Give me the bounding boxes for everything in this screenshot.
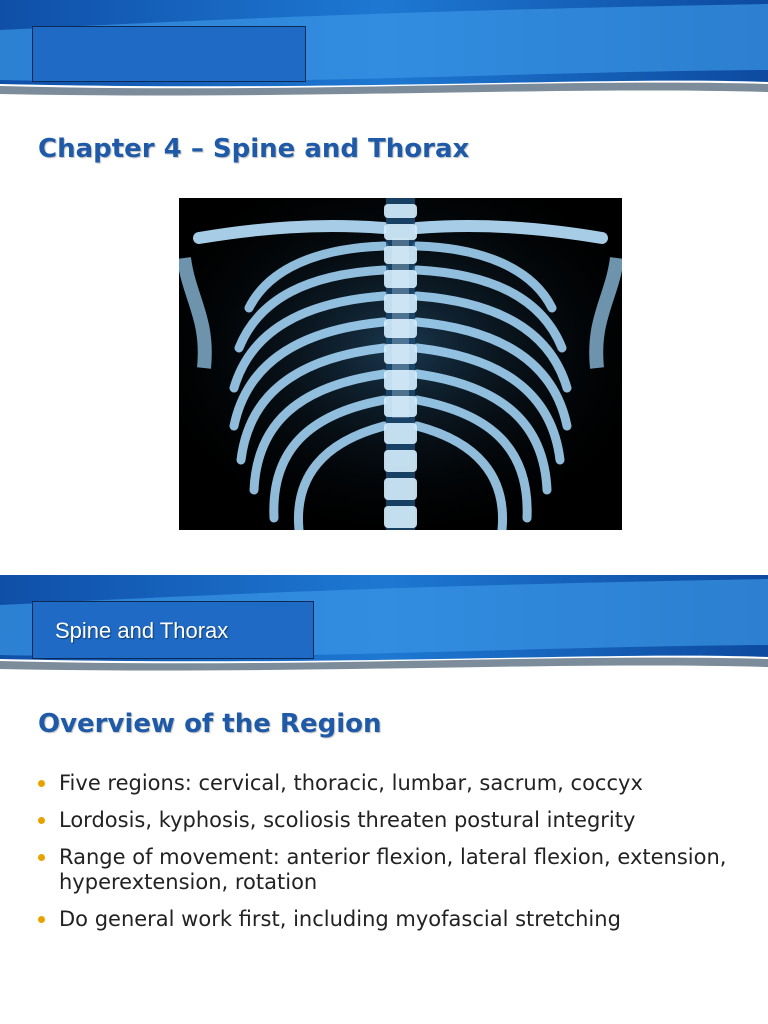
bullet-dot-icon [38,780,45,787]
banner-title-box [32,26,306,82]
list-item: Five regions: cervical, thoracic, lumbar, sacrum, coccyx [38,771,748,796]
chapter-heading: Chapter 4 – Spine and Thorax [38,134,470,164]
slide-2 [0,575,768,1024]
list-item: Do general work first, including myofascial stretching [38,907,748,932]
thorax-xray-image [179,198,622,530]
list-item: Range of movement: anterior flexion, lateral flexion, extension, hyperextension, rotation [38,845,748,895]
bullet-dot-icon [38,916,45,923]
bullet-list [38,771,748,944]
section-heading: Overview of the Region [38,709,382,739]
banner-title-box [32,601,314,659]
bullet-dot-icon [38,854,45,861]
bullet-dot-icon [38,817,45,824]
banner-title: Spine and Thorax [55,618,229,643]
list-item: Lordosis, kyphosis, scoliosis threaten postural integrity [38,808,748,833]
